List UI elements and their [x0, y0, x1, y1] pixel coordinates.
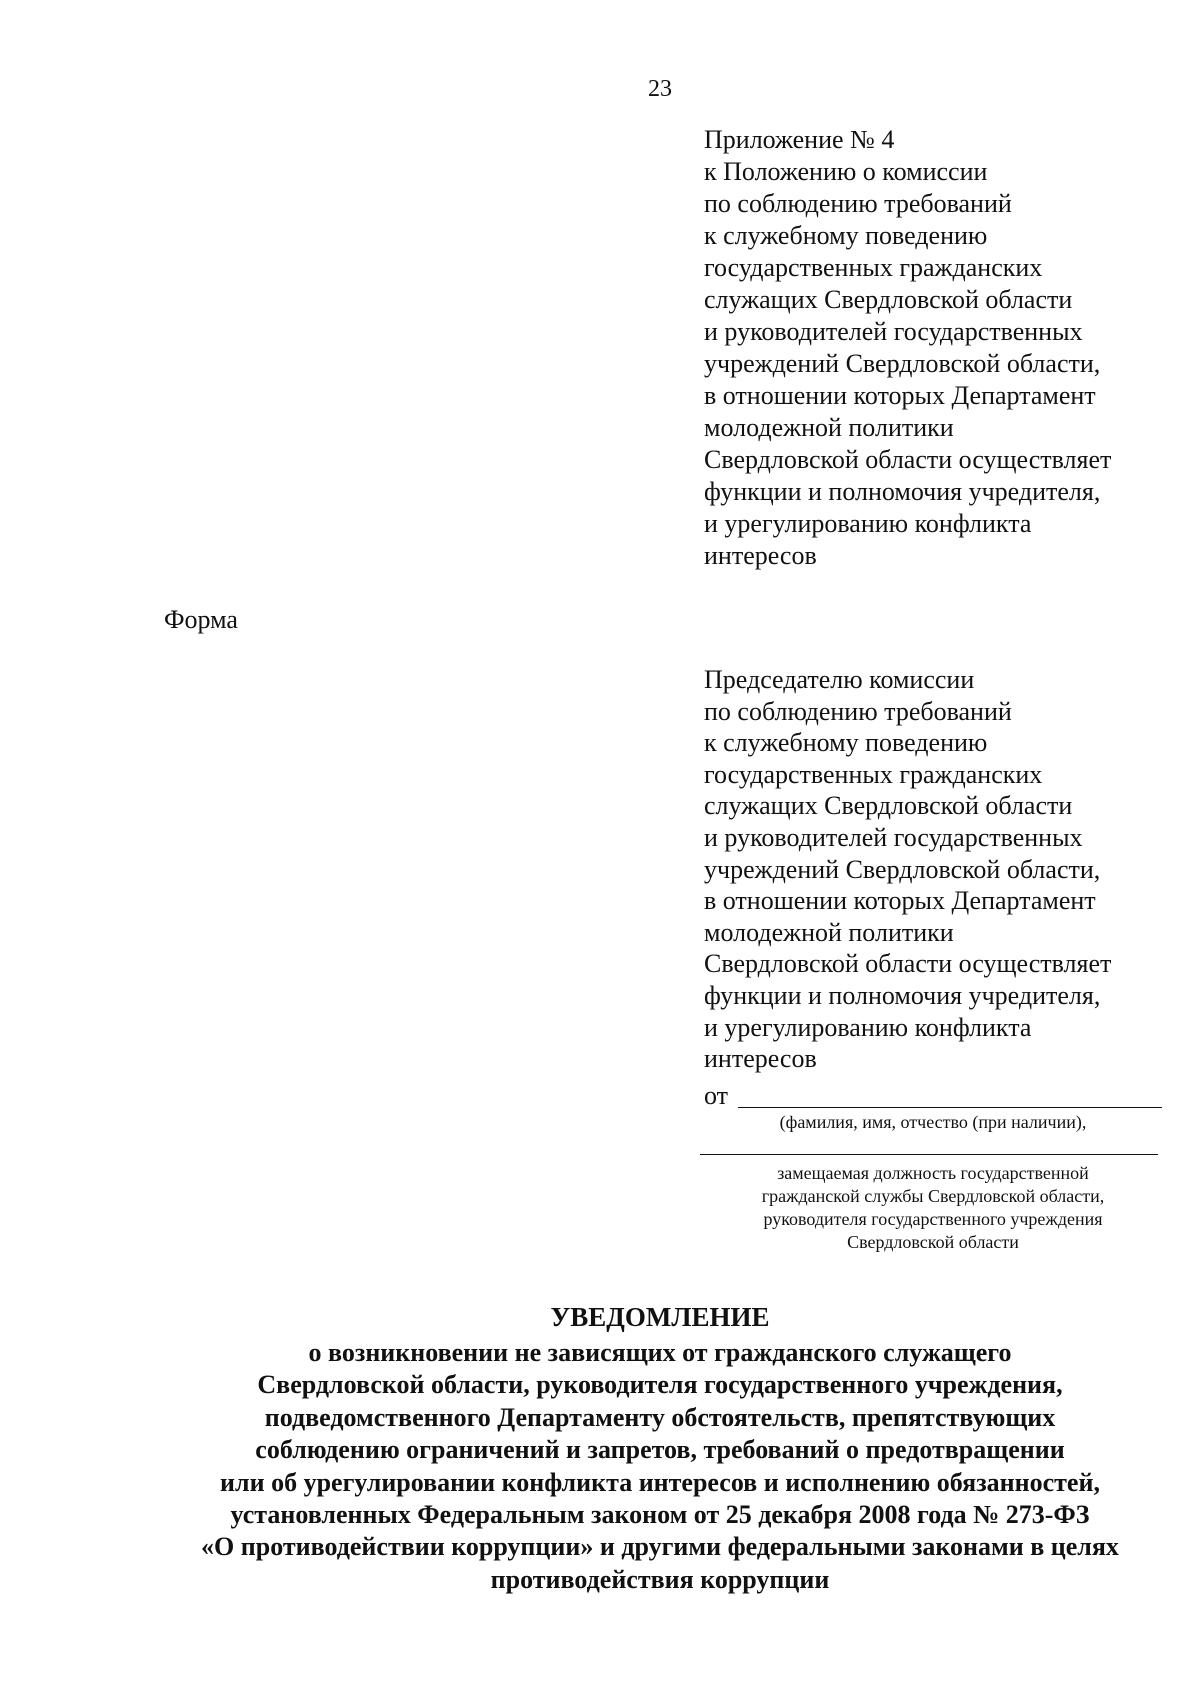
appendix-line: Свердловской области осуществляет	[704, 445, 1112, 474]
addressee-line: и руководителей государственных	[704, 822, 1083, 852]
form-label: Форма	[164, 605, 238, 634]
addressee-line: к служебному поведению	[704, 728, 988, 758]
notice-subtitle-line: подведомственного Департаменту обстоятельств, препятствующих	[264, 1402, 1056, 1432]
addressee-line: молодежной политики	[704, 917, 954, 947]
appendix-line: и урегулированию конфликта	[704, 509, 1032, 538]
notice-title: УВЕДОМЛЕНИЕ	[550, 1302, 770, 1332]
position-hint-line: руководителя государственного учреждения	[763, 1209, 1103, 1229]
appendix-line: в отношении которых Департамент	[704, 381, 1096, 410]
addressee-line: государственных гражданских	[704, 759, 1043, 789]
addressee-line: и урегулированию конфликта	[704, 1012, 1032, 1042]
position-hint-line: Свердловской области	[847, 1232, 1019, 1252]
notice-subtitle-line: соблюдению ограничений и запретов, требований о предотвращении	[255, 1435, 1065, 1465]
notice-subtitle-line: противодействия коррупции	[490, 1564, 830, 1594]
position-hint	[704, 1162, 1162, 1254]
addressee-line: служащих Свердловской области	[704, 791, 1073, 821]
appendix-line: учреждений Свердловской области,	[704, 349, 1101, 378]
appendix-line: к служебному поведению	[704, 221, 988, 250]
appendix-line: служащих Свердловской области	[704, 285, 1073, 314]
name-hint: (фамилия, имя, отчество (при наличии),	[779, 1112, 1087, 1132]
page-number: 23	[648, 76, 672, 102]
from-field	[704, 1080, 1162, 1112]
appendix-line: по соблюдению требований	[704, 189, 1012, 218]
notice-subtitle-line: «О противодействии коррупции» и другими федеральными законами в целях	[201, 1532, 1119, 1562]
name-fill-line[interactable]	[738, 1107, 1162, 1108]
addressee-line: интересов	[704, 1044, 817, 1074]
notice-subtitle-line: установленных Федеральным законом от 25 декабря 2008 года № 273-ФЗ	[230, 1500, 1090, 1530]
notice-subtitle	[150, 1337, 1170, 1596]
appendix-line: функции и полномочия учредителя,	[704, 477, 1101, 506]
appendix-line: интересов	[704, 541, 817, 570]
appendix-line: молодежной политики	[704, 413, 954, 442]
position-hint-line: замещаемая должность государственной	[777, 1163, 1089, 1183]
addressee-line: в отношении которых Департамент	[704, 886, 1096, 916]
position-fill-line[interactable]	[700, 1154, 1158, 1155]
addressee-line: Председателю комиссии	[704, 665, 975, 694]
addressee-line: по соблюдению требований	[704, 696, 1012, 726]
appendix-header	[704, 124, 1184, 572]
addressee-line: учреждений Свердловской области,	[704, 854, 1101, 884]
notice-subtitle-line: или об урегулировании конфликта интересов и исполнению обязанностей,	[220, 1467, 1100, 1497]
notice-subtitle-line: Свердловской области, руководителя государственного учреждения,	[257, 1370, 1063, 1400]
addressee-line: функции и полномочия учредителя,	[704, 980, 1101, 1010]
addressee-block	[704, 664, 1184, 1075]
appendix-line: к Положению о комиссии	[704, 157, 988, 186]
position-hint-line: гражданской службы Свердловской области,	[761, 1186, 1105, 1206]
notice-subtitle-line: о возникновении не зависящих от гражданского служащего	[308, 1338, 1012, 1367]
from-label: от	[704, 1081, 729, 1110]
addressee-line: Свердловской области осуществляет	[704, 949, 1112, 979]
appendix-line: Приложение № 4	[704, 125, 895, 154]
appendix-line: и руководителей государственных	[704, 317, 1083, 346]
appendix-line: государственных гражданских	[704, 253, 1043, 282]
